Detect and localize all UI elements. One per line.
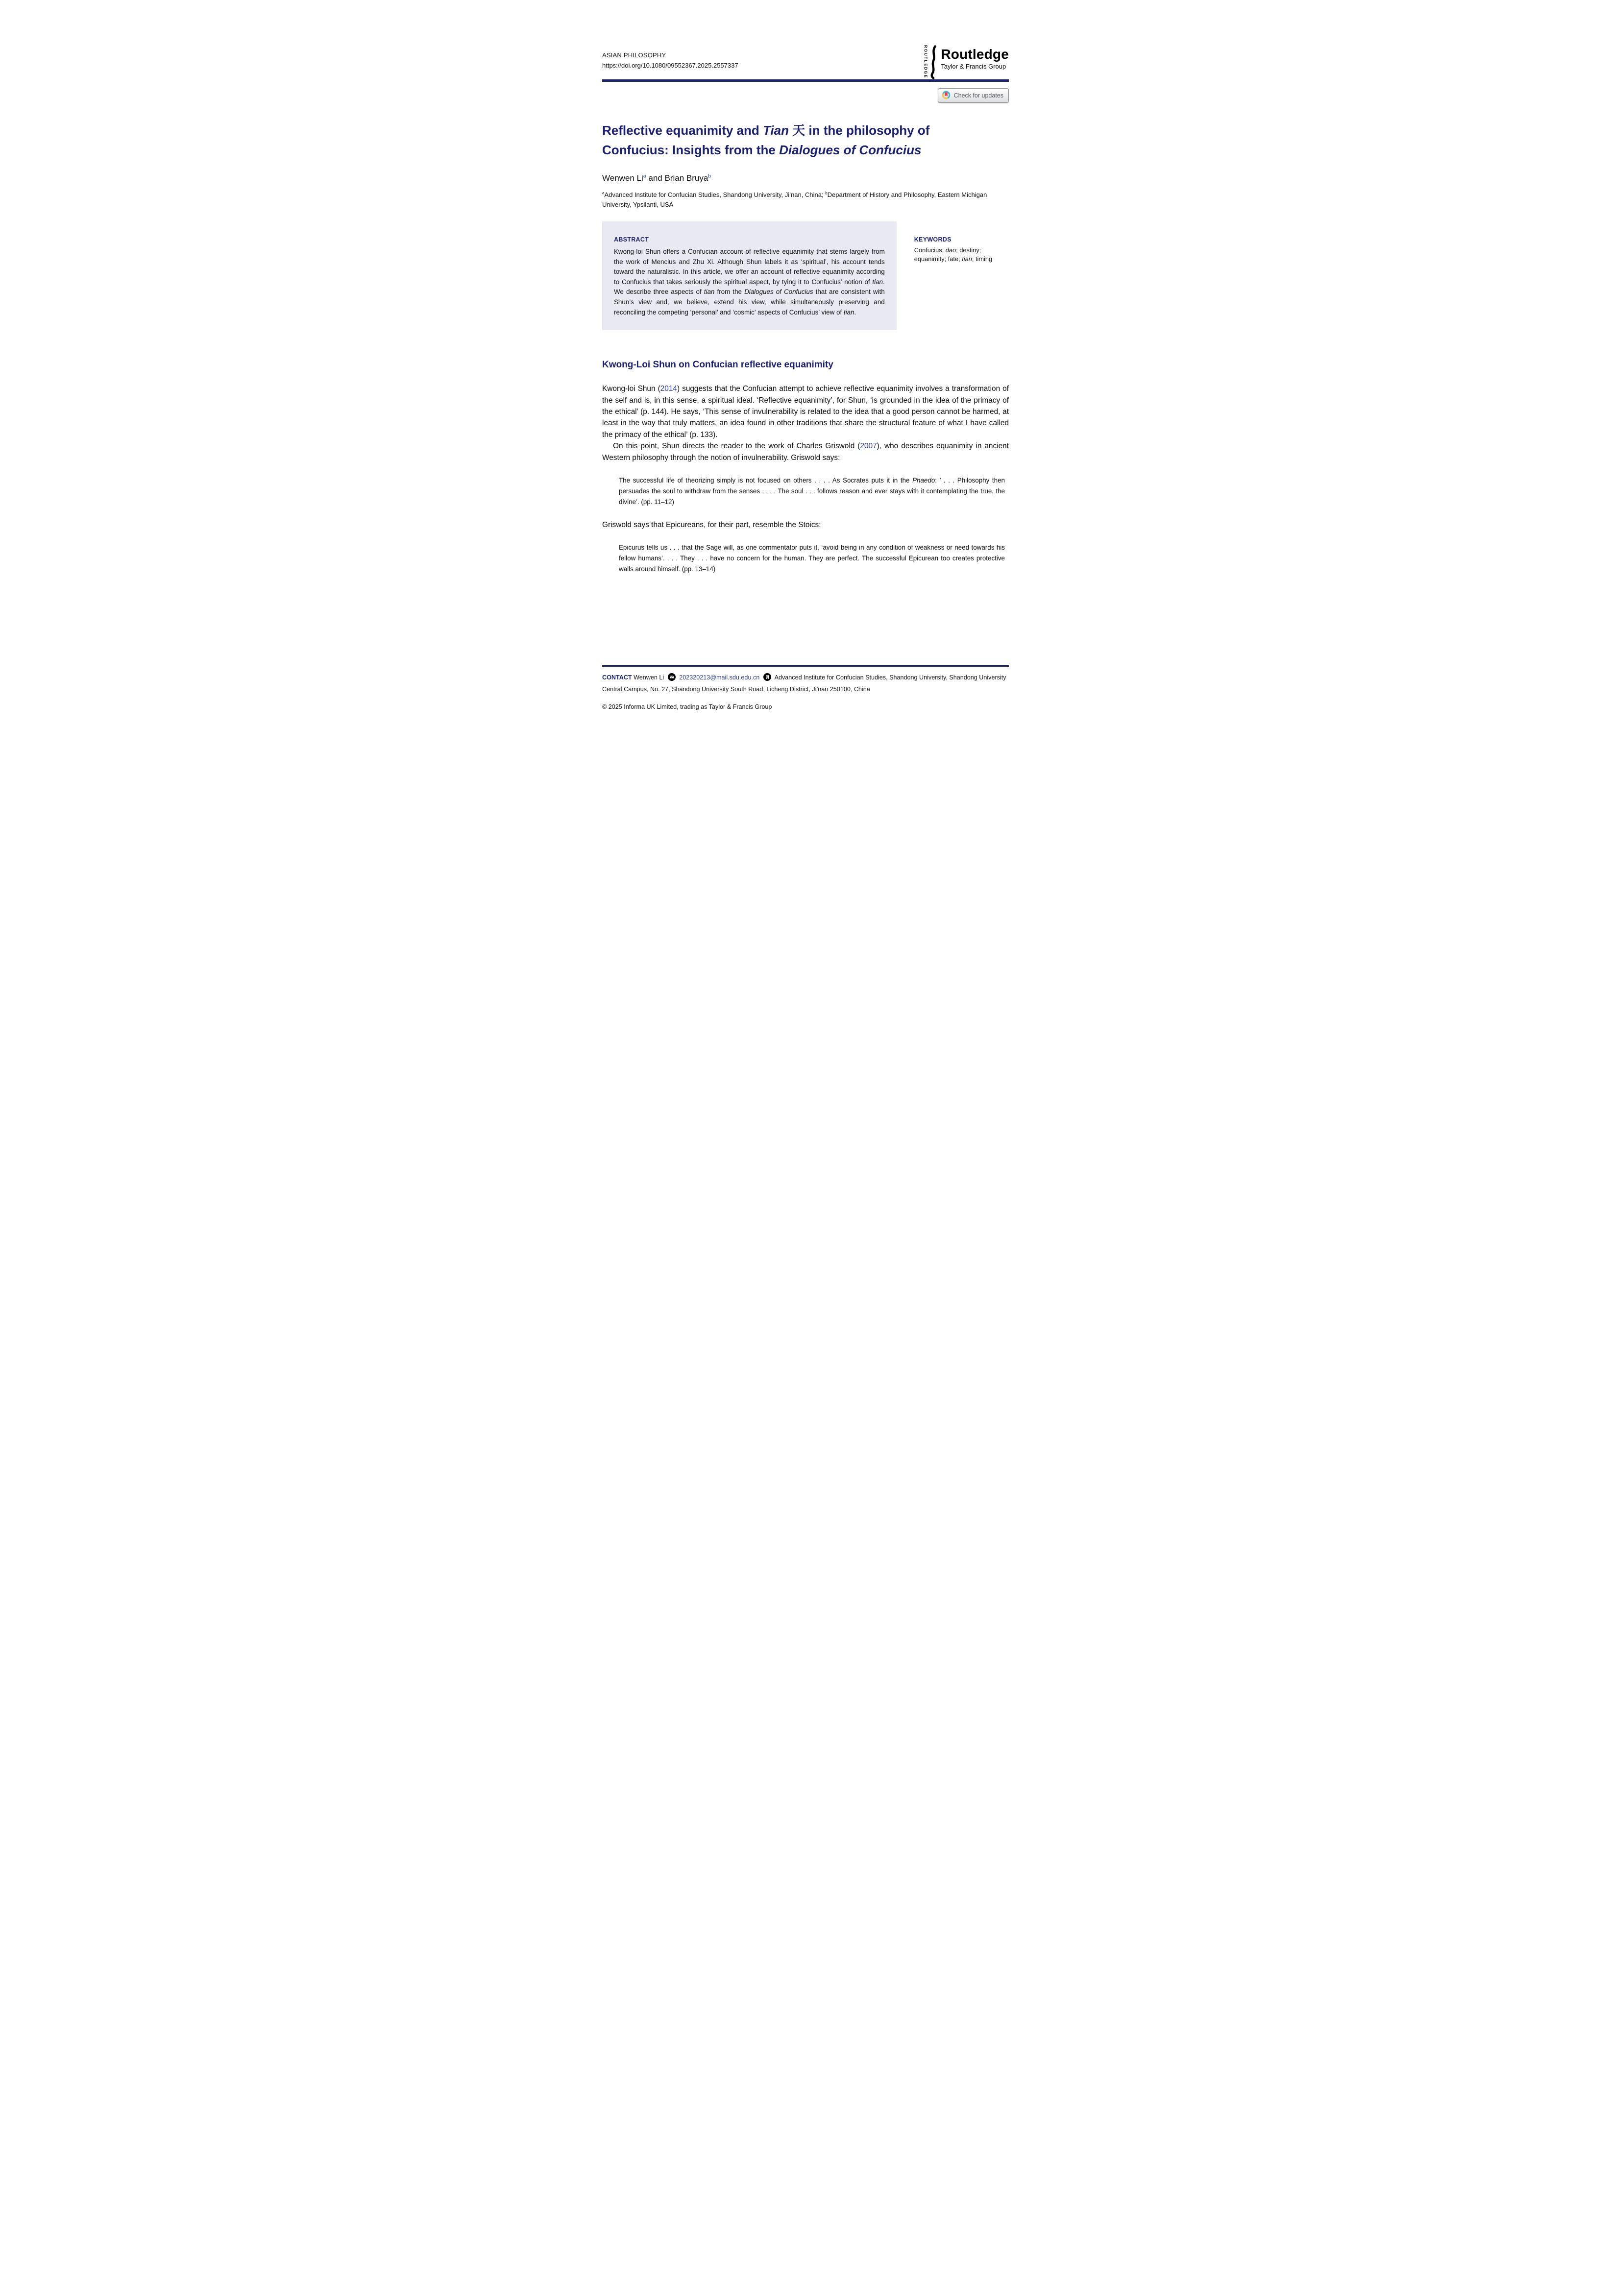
routledge-brand-text: Routledge	[941, 47, 1009, 62]
copyright-line: © 2025 Informa UK Limited, trading as Taylor & Francis Group	[602, 703, 772, 710]
text-segment: ) suggests that the Confucian attempt to achieve reflective equanimity involves a transformation of the self and is, in this sense, a spiritual ideal. ‘Reflective equanimity’, for Shun, ‘is grounded in the idea of the primacy of the ethical’ (p. 144). He says, ‘This sense of invulnerability is related to the idea that a good person cannot be harmed, at least in the way that truly matters, an idea found in other traditions that share the structural feature of what I have called the primacy of the ethical’ (p. 133).	[602, 385, 1009, 439]
text-segment: Confucius;	[914, 246, 946, 254]
badge-row	[602, 88, 1009, 103]
text-segment: tian	[872, 278, 883, 286]
envelope-icon	[668, 673, 676, 684]
text-segment: tian	[704, 288, 715, 296]
taylor-francis-group-text: Taylor & Francis Group	[941, 63, 1006, 70]
page-content	[537, 0, 1074, 575]
text-segment: ; destiny; equanimity; fate;	[914, 246, 981, 263]
abstract-section	[602, 221, 1009, 330]
journal-title: ASIAN PHILOSOPHY	[602, 51, 666, 59]
body-paragraph-3	[602, 519, 1009, 531]
journal-info	[602, 50, 738, 71]
abstract-text	[614, 247, 885, 317]
text-segment: Kwong-loi Shun (	[602, 385, 660, 393]
text-segment: that are consistent with Shun’s view and, we believe, extend his view, while simultaneously preserving and reconciling the competing ‘personal’ and ‘cosmic’ aspects of Confucius’ view of	[614, 288, 885, 316]
contact-label: CONTACT	[602, 674, 632, 681]
contact-name: Wenwen Li	[634, 674, 664, 681]
body-paragraph-1	[602, 383, 1009, 440]
text-segment: tian	[962, 255, 972, 263]
text-segment: The successful life of theorizing simply is not focused on others . . . . As Socrates puts it in the	[619, 477, 913, 484]
footer	[602, 665, 1009, 710]
text-segment: Kwong-loi Shun offers a Confucian account of reflective equanimity that stems largely from the work of Mencius and Zhu Xi. Although Shun labels it as ‘spiritual’, his account tends toward the naturalistic. In this article, we offer an account of reflective equanimity according to Confucius that takes seriously the spiritual aspect, by tying it to Confucius’ notion of	[614, 248, 885, 286]
block-quote-epicurus	[619, 542, 1005, 575]
building-icon	[763, 673, 771, 684]
body-paragraph-2	[602, 440, 1009, 463]
text-segment: Phaedo	[912, 477, 935, 484]
citation-link-2007[interactable]: 2007	[860, 442, 877, 451]
doi-text: https://doi.org/10.1080/09552367.2025.2557337	[602, 62, 738, 69]
contact-address: Advanced Institute for Confucian Studies, Shandong University, Shandong University Central Campus, No. 27, Shandong University South Road, Licheng District, Ji’nan 250100, China	[602, 674, 1006, 693]
text-segment: Advanced Institute for Confucian Studies, Shandong University, Ji’nan, China;	[604, 191, 826, 198]
author-sup-a[interactable]: a	[643, 173, 646, 179]
text-segment: ), who describes equanimity in ancient Western philosophy through the notion of invulnerability. Griswold says:	[602, 442, 1009, 462]
crossmark-icon	[941, 90, 951, 101]
text-segment: Dialogues of Confucius	[779, 143, 922, 157]
routledge-swash-icon	[929, 44, 938, 83]
footer-divider	[602, 665, 1009, 667]
text-segment: from the	[714, 288, 745, 296]
article-title	[602, 121, 994, 160]
text-segment: . We describe three aspects of	[614, 278, 885, 296]
check-for-updates-label: Check for updates	[953, 92, 1003, 99]
routledge-vertical-wordmark: ROUTLEDGE	[923, 45, 928, 79]
keywords-text	[914, 246, 1009, 264]
text-segment: b	[825, 191, 828, 195]
text-segment: and Brian Bruya	[646, 173, 708, 183]
text-segment: .	[854, 308, 856, 316]
block-quote-griswold-socrates	[619, 475, 1005, 508]
text-segment: Griswold says that Epicureans, for their part, resemble the Stoics:	[602, 521, 821, 529]
check-for-updates-button[interactable]	[938, 88, 1009, 103]
text-segment: Dialogues of Confucius	[744, 288, 813, 296]
text-segment: a	[602, 191, 605, 195]
abstract-heading: ABSTRACT	[614, 236, 649, 243]
contact-email-link[interactable]: 202320213@mail.sdu.edu.cn	[679, 674, 760, 681]
author-sup-b[interactable]: b	[708, 173, 711, 179]
publisher-wordmark	[941, 44, 1009, 70]
contact-block	[602, 673, 1009, 695]
citation-link-2014[interactable]: 2014	[660, 385, 677, 393]
keywords-heading: KEYWORDS	[914, 236, 952, 243]
text-segment: Tian	[762, 123, 789, 138]
text-segment: Reflective equanimity and	[602, 123, 763, 138]
abstract-box	[602, 221, 897, 330]
text-segment: tian	[843, 308, 854, 316]
author-line	[602, 173, 1009, 183]
text-segment: On this point, Shun directs the reader to the work of Charles Griswold (	[613, 442, 860, 451]
text-segment: ; timing	[972, 255, 993, 263]
text-segment: 天 in the philosophy of Confucius: Insights from the	[602, 123, 930, 157]
keywords-panel	[914, 221, 1009, 330]
page-header	[602, 47, 1009, 78]
text-segment: Wenwen Li	[602, 173, 643, 183]
publisher-logo	[923, 44, 1009, 83]
section-heading: Kwong-Loi Shun on Confucian reflective equanimity	[602, 360, 833, 370]
text-segment: : ’ . . . Philosophy then persuades the soul to withdraw from the senses . . . . The soul . . . follows reason and ever stays with it contemplating the true, the divine’. (pp. 11–12)	[619, 477, 1005, 506]
affiliation-line	[602, 190, 1009, 210]
text-segment: Epicurus tells us . . . that the Sage will, as one commentator puts it, ‘avoid being in any condition of weakness or need towards his fellow humans’. . . . They . . . have no concern for the human. They are perfect. The successful Epicurean too creates protective walls around himself. (pp. 13–14)	[619, 544, 1005, 573]
journal-article-page	[537, 0, 1074, 765]
text-segment: dao	[945, 246, 956, 254]
text-segment: Department of History and Philosophy, Eastern Michigan University, Ypsilanti, USA	[602, 191, 987, 208]
